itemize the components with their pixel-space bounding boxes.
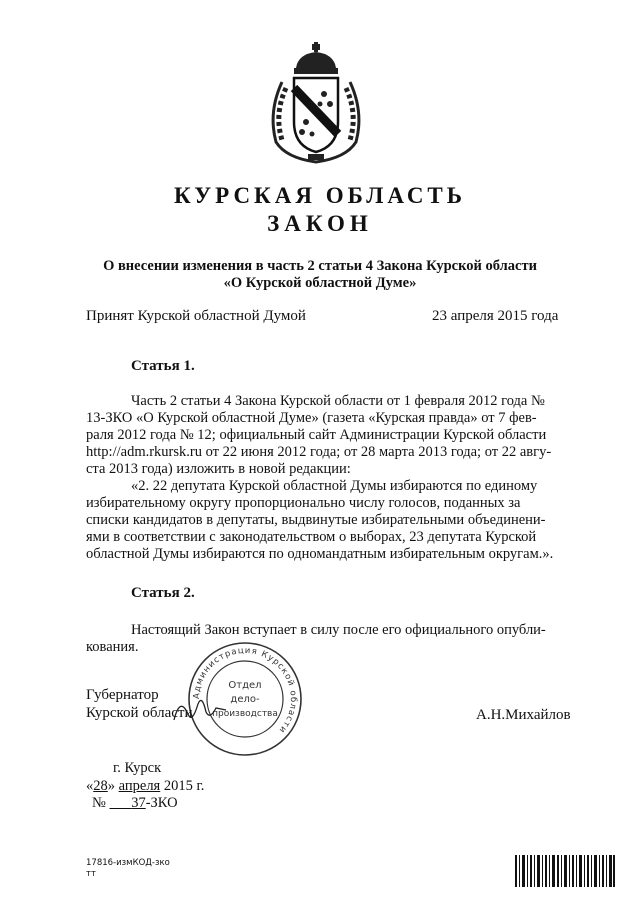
document-type: ЗАКОН	[267, 211, 373, 236]
governor-title-line: Губернатор	[86, 687, 159, 703]
article-1-line: избирательному округу пропорционально числу голосов, поданных за	[86, 495, 521, 511]
number-value	[109, 795, 145, 811]
code-line: 17816-измКОД-зко	[86, 858, 170, 868]
law-title-line-1: О внесении изменения в часть 2 статьи 4 Закона Курской области	[103, 258, 537, 274]
number-digits: 37	[131, 795, 146, 811]
date-mid: »	[107, 778, 115, 794]
region-name: КУРСКАЯ ОБЛАСТЬ	[174, 183, 466, 208]
number-suffix: -ЗКО	[145, 795, 178, 811]
adoption-date: 23 апреля 2015 года	[432, 308, 559, 324]
article-2-line: Настоящий Закон вступает в силу после его официального опубли-	[131, 622, 546, 638]
barcode-icon	[515, 855, 615, 887]
article-1-line: Часть 2 статьи 4 Закона Курской области от 1 февраля 2012 года №	[131, 393, 545, 409]
adopted-by: Принят Курской областной Думой	[86, 308, 306, 324]
number-prefix: №	[92, 795, 106, 811]
stamp-center-text: производства	[212, 709, 278, 719]
date-month: апреля	[118, 778, 161, 794]
article-1-line: «2. 22 депутата Курской областной Думы избираются по единому	[131, 478, 538, 494]
article-1-line: списки кандидатов в депутаты, выдвинутые избирательными объединени-	[86, 512, 546, 528]
handwritten-signature	[170, 690, 230, 730]
article-1-line: областной Думы избираются по одномандатным избирательным округам.».	[86, 546, 554, 562]
article-1-line: 13-ЗКО «О Курской областной Думе» (газета «Курская правда» от 7 фев-	[86, 410, 537, 426]
city: г. Курск	[113, 760, 162, 776]
date-prefix: «	[86, 778, 94, 794]
code-line: тт	[86, 869, 96, 879]
article-1-line: раля 2012 года № 12; официальный сайт Администрации Курской области	[86, 427, 547, 443]
law-number	[92, 795, 178, 812]
signing-date	[86, 778, 204, 795]
article-2-line: кования.	[86, 639, 139, 655]
governor-name: А.Н.Михайлов	[476, 707, 571, 723]
stamp-ring-text: Администрация Курской области	[191, 645, 299, 736]
article-1-line: ста 2013 года) изложить в новой редакции:	[86, 461, 351, 477]
article-1-heading: Статья 1.	[131, 358, 195, 374]
date-year: 2015 г.	[163, 778, 205, 794]
article-1-line: http://adm.rkursk.ru от 22 июня 2012 года; от 28 марта 2013 года; от 22 авгу-	[86, 444, 552, 460]
governor-title-line: Курской области	[86, 705, 193, 721]
date-day: 28	[93, 778, 108, 794]
article-1-line: ями в соответствии с законодательством о выборах, 23 депутата Курской	[86, 529, 537, 545]
stamp-center-text: дело-	[230, 694, 260, 705]
coat-of-arms-icon	[262, 42, 370, 164]
law-title-line-2: «О Курской областной Думе»	[223, 275, 417, 291]
stamp-center-text: Отдел	[228, 680, 262, 691]
article-2-heading: Статья 2.	[131, 585, 195, 601]
document-code	[86, 858, 170, 880]
